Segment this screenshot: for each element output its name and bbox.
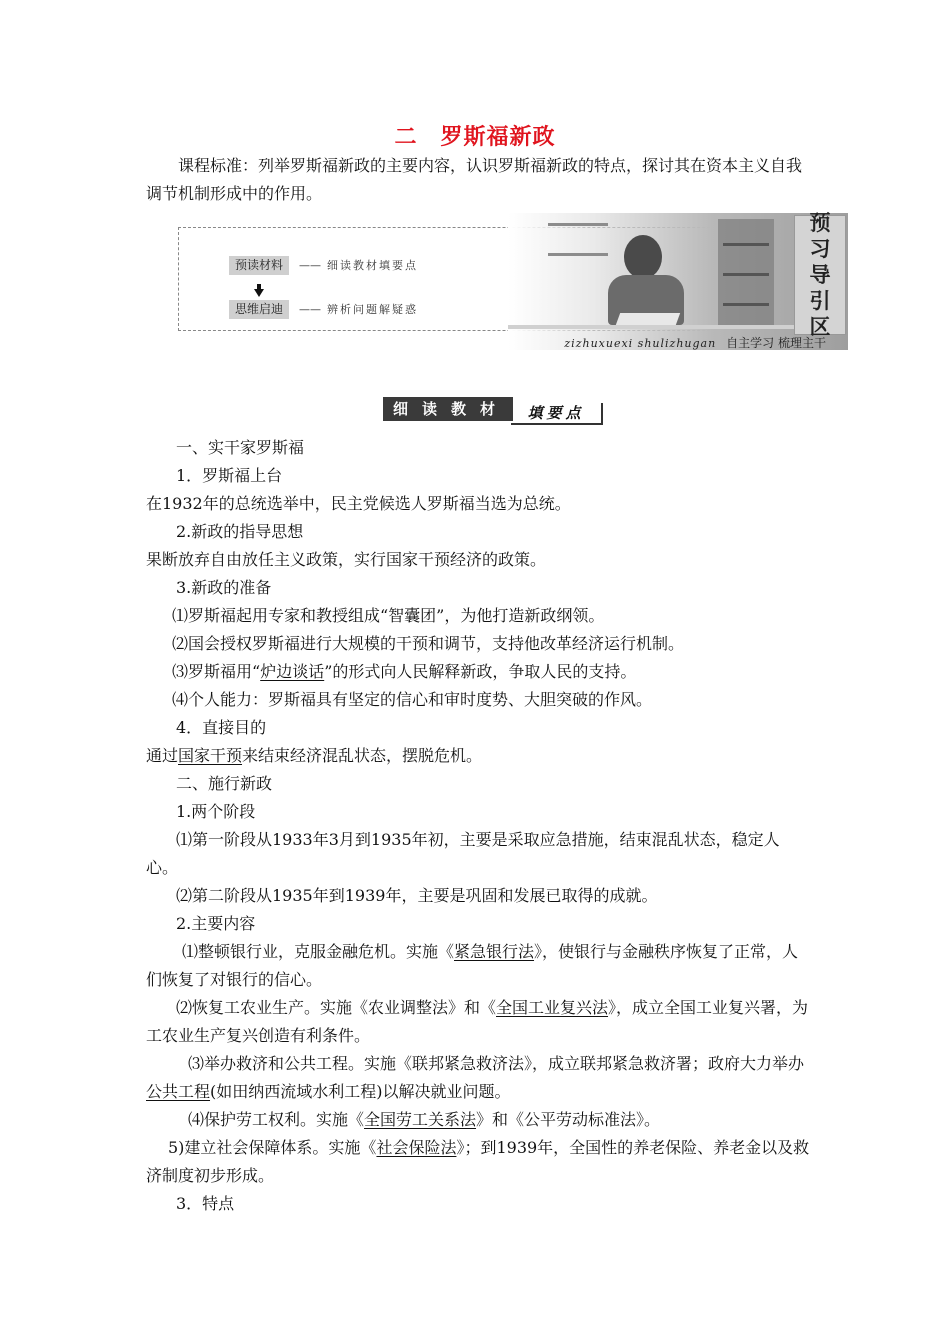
list-item: ⑴整顿银行业，克服金融危机。实施《紧急银行法》，使银行与金融秩序恢复了正常，人们恢复了对银行的信心。 <box>146 942 799 989</box>
tag-preview-material: 预读材料 <box>229 256 289 275</box>
section-header-light: 填要点 <box>511 403 603 425</box>
subheading: 4．直接目的 <box>176 718 267 737</box>
course-standard: 课程标准：列举罗斯福新政的主要内容，认识罗斯福新政的特点，探讨其在资本主义自我调节机制形成中的作用。 <box>146 156 803 203</box>
list-item: ⑵第二阶段从1935年到1939年，主要是巩固和发展已取得的成就。 <box>176 886 658 905</box>
list-item: ⑷个人能力：罗斯福具有坚定的信心和审时度势、大胆突破的作风。 <box>172 690 653 709</box>
subheading: 3．特点 <box>176 1194 235 1213</box>
list-item: ⑶罗斯福用“炉边谈话”的形式向人民解释新政，争取人民的支持。 <box>172 662 637 681</box>
list-item: ⑴罗斯福起用专家和教授组成“智囊团”，为他打造新政纲领。 <box>172 606 605 625</box>
list-item: ⑵恢复工农业生产。实施《农业调整法》和《全国工业复兴法》，成立全国工业复兴署，为工农业生产复兴创造有利条件。 <box>146 998 809 1045</box>
paragraph: 通过国家干预来结束经济混乱状态，摆脱危机。 <box>146 746 483 765</box>
subheading: 1．罗斯福上台 <box>176 466 283 485</box>
subheading: 2.主要内容 <box>176 914 256 933</box>
content-body <box>146 434 810 1218</box>
paragraph: 在1932年的总统选举中，民主党候选人罗斯福当选为总统。 <box>146 494 571 513</box>
section-header-dark: 细读教材 <box>383 397 513 421</box>
subheading: 3.新政的准备 <box>176 578 272 597</box>
tag-thinking: 思维启迪 <box>229 300 289 319</box>
section-header <box>383 395 603 425</box>
arrow-down-icon <box>254 289 264 297</box>
subheading: 1.两个阶段 <box>176 802 256 821</box>
list-item: ⑶举办救济和公共工程。实施《联邦紧急救济法》，成立联邦紧急救济署；政府大力举办公共工程(如田纳西流域水利工程)以解决就业问题。 <box>146 1054 805 1101</box>
heading-2: 二、施行新政 <box>176 774 273 793</box>
preview-banner <box>178 213 848 350</box>
list-item: ⑷保护劳工权利。实施《全国劳工关系法》和《公平劳动标准法》。 <box>188 1110 661 1129</box>
note-preview-material: —— 细读教材填要点 <box>299 259 418 272</box>
list-item: ⑵国会授权罗斯福进行大规模的干预和调节，支持他改革经济运行机制。 <box>172 634 685 653</box>
vertical-label: 预 习 导 引 区 <box>794 215 846 335</box>
banner-footer: zizhuxuexi shulizhugan 自主学习 梳理主干 <box>564 336 826 350</box>
paragraph: 果断放弃自由放任主义政策，实行国家干预经济的政策。 <box>146 550 547 569</box>
list-item: ⑴第一阶段从1933年3月到1935年初，主要是采取应急措施，结束混乱状态，稳定人心。 <box>146 830 780 877</box>
page-title: 二 罗斯福新政 <box>394 125 556 150</box>
list-item: 5)建立社会保障体系。实施《社会保险法》；到1939年，全国性的养老保险、养老金以及救济制度初步形成。 <box>146 1138 810 1185</box>
subheading: 2.新政的指导思想 <box>176 522 304 541</box>
note-thinking: —— 辨析问题解疑惑 <box>299 303 418 316</box>
heading-1: 一、实干家罗斯福 <box>176 438 305 457</box>
